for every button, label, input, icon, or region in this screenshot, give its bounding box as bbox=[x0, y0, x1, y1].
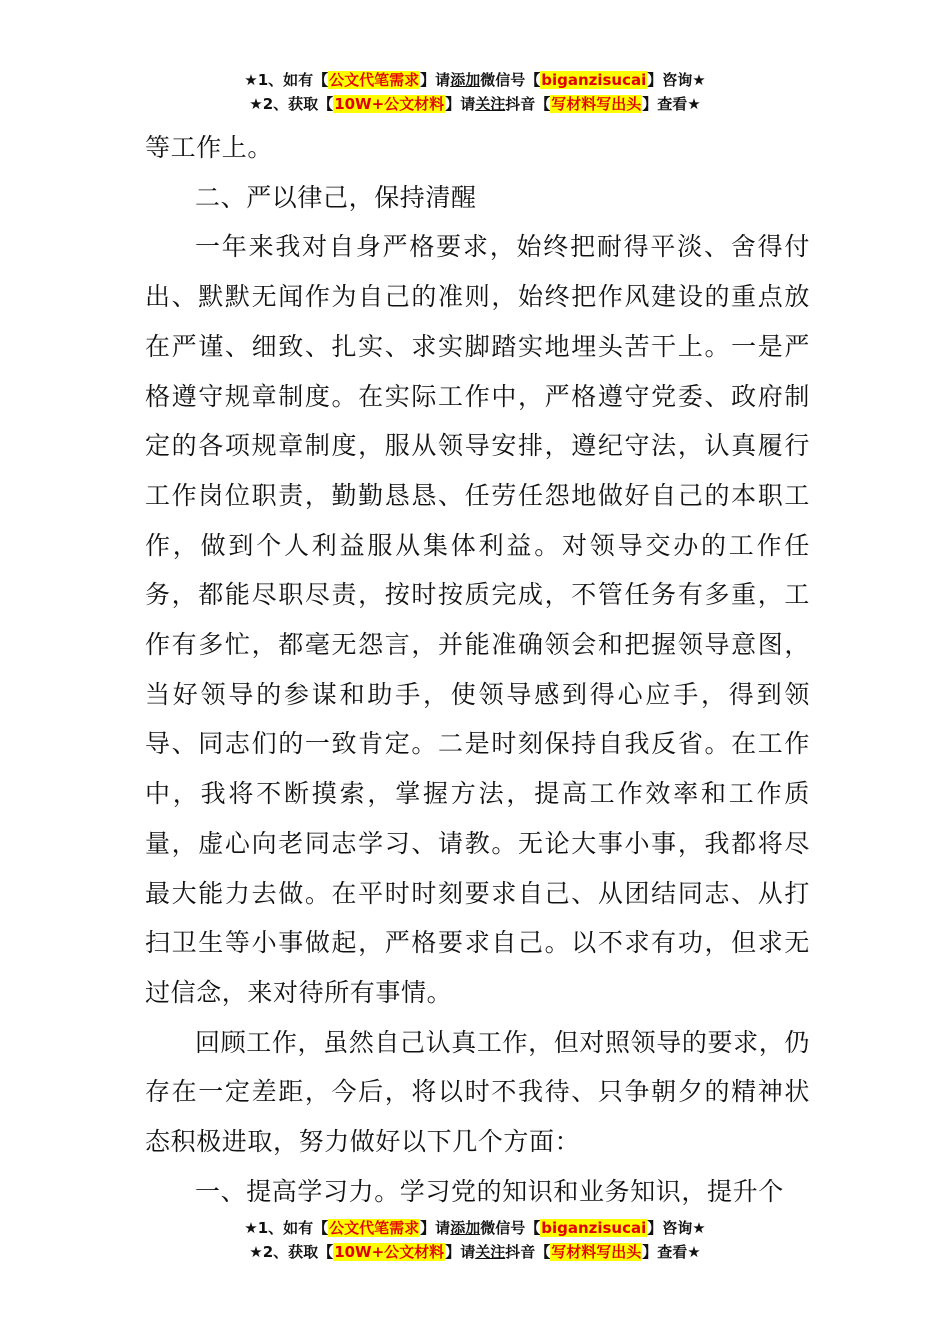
footer-banner bbox=[0, 1216, 950, 1264]
document-body bbox=[145, 123, 810, 1217]
highlight-service: 公文代笔需求 bbox=[329, 71, 420, 89]
paragraph-continuation: 等工作上。 bbox=[145, 133, 274, 162]
footer-line-1: ★1、如有【公文代笔需求】请添加微信号【biganzisucai】咨询★ bbox=[244, 1219, 706, 1237]
highlight-douyin: 写材料写出头 bbox=[551, 95, 642, 113]
highlight-materials: 10W+公文材料 bbox=[334, 95, 445, 113]
header-banner bbox=[0, 68, 950, 116]
highlight-wechat-id: biganzisucai bbox=[541, 1219, 647, 1237]
highlight-douyin: 写材料写出头 bbox=[551, 1243, 642, 1261]
header-line-2: ★2、获取【10W+公文材料】请关注抖音【写材料写出头】查看★ bbox=[249, 95, 701, 113]
header-line-1: ★1、如有【公文代笔需求】请添加微信号【biganzisucai】咨询★ bbox=[244, 71, 706, 89]
highlight-wechat-id: biganzisucai bbox=[541, 71, 647, 89]
footer-line-2: ★2、获取【10W+公文材料】请关注抖音【写材料写出头】查看★ bbox=[249, 1243, 701, 1261]
paragraph-review: 回顾工作，虽然自己认真工作，但对照领导的要求，仍存在一定差距，今后，将以时不我待、只争朝夕的精神状态积极进取，努力做好以下几个方面： bbox=[145, 1027, 810, 1157]
highlight-service: 公文代笔需求 bbox=[329, 1219, 420, 1237]
section-heading: 二、严以律己，保持清醒 bbox=[195, 182, 477, 212]
paragraph-learning: 一、提高学习力。学习党的知识和业务知识，提升个 bbox=[195, 1176, 784, 1206]
paragraph-self-discipline: 一年来我对自身严格要求，始终把耐得平淡、舍得付出、默默无闻作为自己的准则，始终把作风建设的重点放在严谨、细致、扎实、求实脚踏实地埋头苦干上。一是严格遵守规章制度。在实际工作中，严格遵守党委、政府制定的各项规章制度，服从领导安排，遵纪守法，认真履行工作岗位职责，勤勤恳恳、任劳任怨地做好自己的本职工作，做到个人利益服从集体利益。对领导交办的工作任务，都能尽职尽责，按时按质完成，不管任务有多重，工作有多忙，都毫无怨言，并能准确领会和把握领导意图，当好领导的参谋和助手，使领导感到得心应手，得到领导、同志们的一致肯定。二是时刻保持自我反省。在工作中，我将不断摸索，掌握方法，提高工作效率和工作质量，虚心向老同志学习、请教。无论大事小事，我都将尽最大能力去做。在平时时刻要求自己、从团结同志、从打扫卫生等小事做起，严格要求自己。以不求有功，但求无过信念，来对待所有事情。 bbox=[145, 232, 810, 1007]
highlight-materials: 10W+公文材料 bbox=[334, 1243, 445, 1261]
